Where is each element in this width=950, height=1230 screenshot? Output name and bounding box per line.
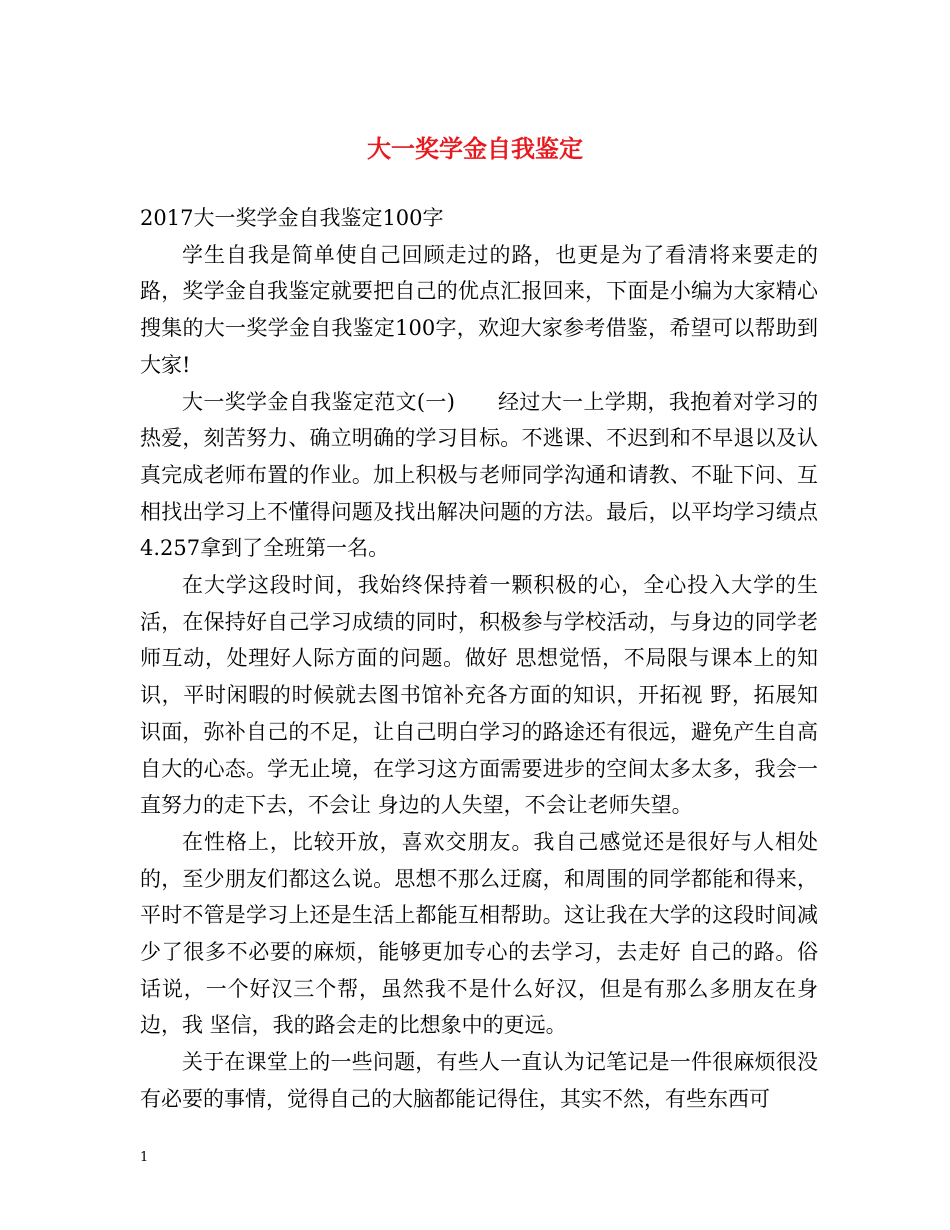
document-body bbox=[140, 200, 818, 1118]
paragraph-university-life: 在大学这段时间，我始终保持着一颗积极的心，全心投入大学的生活，在保持好自己学习成绩的同时，积极参与学校活动，与身边的同学老师互动，处理好人际方面的问题。做好 思想觉悟，不局限与课本上的知识，平时闲暇的时候就去图书馆补充各方面的知识，开拓视 野，拓展知识面，弥补自己的不足，让自己明白学习的路途还有很远，避免产生自高自大的心态。学无止境，在学习这方面需要进步的空间太多太多，我会一直努力的走下去，不会让 身边的人失望，不会让老师失望。 bbox=[140, 573, 818, 818]
paragraph-sample-one: 大一奖学金自我鉴定范文(一) 经过大一上学期，我抱着对学习的热爱，刻苦努力、确立明确的学习目标。不逃课、不迟到和不早退以及认真完成老师布置的作业。加上积极与老师同学沟通和请教、不耻下问、互相找出学习上不懂得问题及找出解决问题的方法。最后，以平均学习绩点4.257拿到了全班第一名。 bbox=[140, 389, 818, 561]
paragraph-classroom: 关于在课堂上的一些问题，有些人一直认为记笔记是一件很麻烦很没有必要的事情，觉得自己的大脑都能记得住，其实不然，有些东西可 bbox=[140, 1050, 818, 1111]
page-number: 1 bbox=[140, 1150, 149, 1165]
paragraph-intro: 学生自我是简单使自己回顾走过的路，也更是为了看清将来要走的路，奖学金自我鉴定就要把自己的优点汇报回来，下面是小编为大家精心搜集的大一奖学金自我鉴定100字，欢迎大家参考借鉴，希望可以帮助到大家! bbox=[140, 242, 818, 377]
document-title: 大一奖学金自我鉴定 bbox=[367, 134, 583, 163]
document-subtitle: 2017大一奖学金自我鉴定100字 bbox=[140, 206, 444, 230]
paragraph-personality: 在性格上，比较开放，喜欢交朋友。我自己感觉还是很好与人相处的，至少朋友们都这么说。思想不那么迂腐，和周围的同学都能和得来，平时不管是学习上还是生活上都能互相帮助。这让我在大学的这段时间减少了很多不必要的麻烦，能够更加专心的去学习，去走好 自己的路。俗话说，一个好汉三个帮，虽然我不是什么好汉，但是有那么多朋友在身边，我 坚信，我的路会走的比想象中的更远。 bbox=[140, 829, 818, 1038]
